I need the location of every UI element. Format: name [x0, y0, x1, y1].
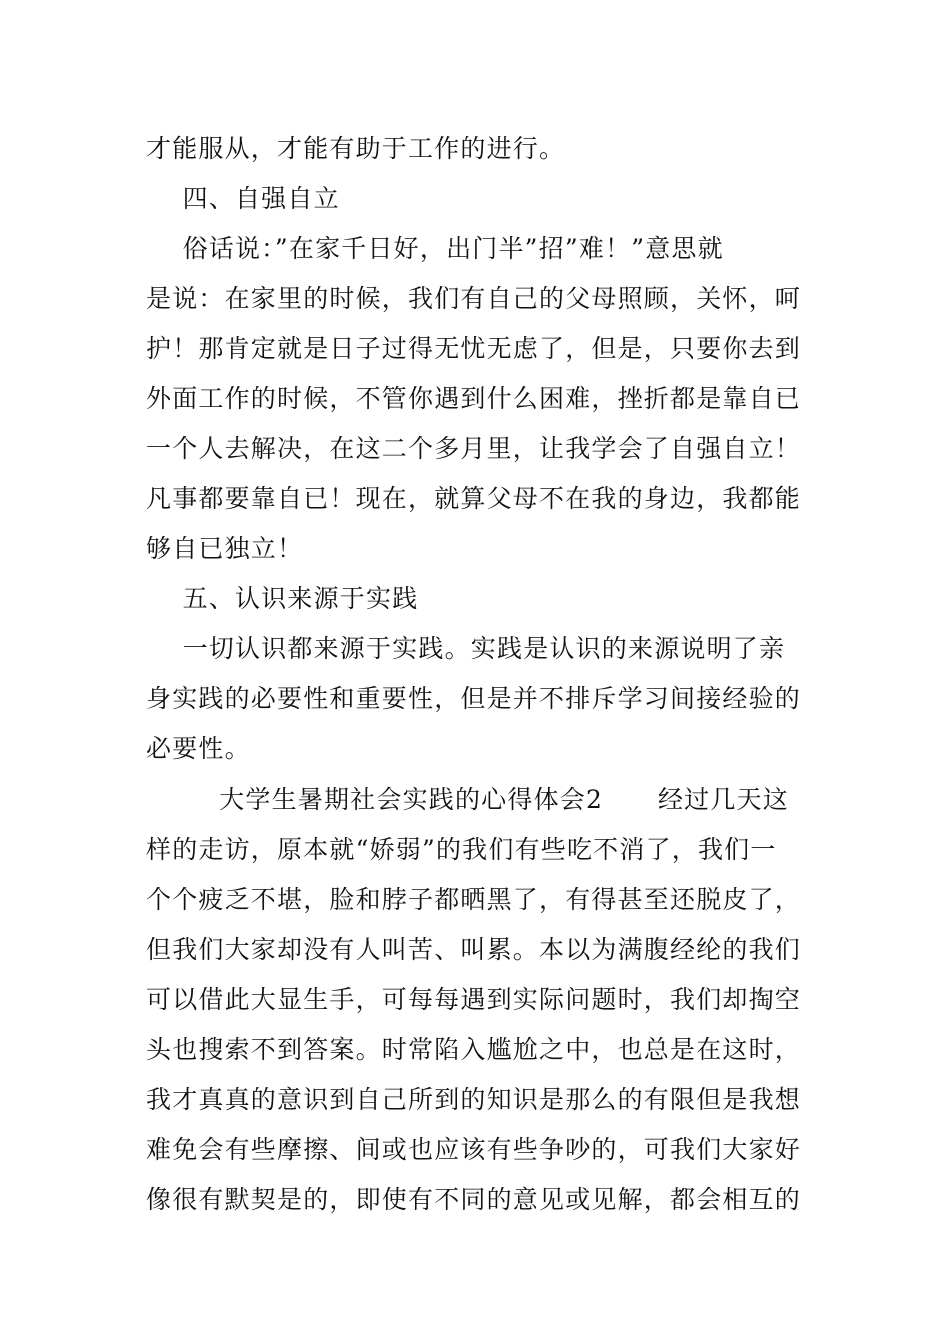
text-line: 但我们大家却没有人叫苦、叫累。本以为满腹经纶的我们: [146, 935, 802, 964]
text-line: 俗话说：”在家千日好，出门半”招”难！”意思就: [146, 234, 724, 263]
text-line: 像很有默契是的，即使有不同的意见或见解，都会相互的: [146, 1185, 802, 1214]
text-line: 凡事都要靠自已！现在，就算父母不在我的身边，我都能: [146, 484, 802, 513]
text-line: 必要性。: [146, 734, 251, 763]
article-title-line: 大学生暑期社会实践的心得体会2 经过几天这: [146, 785, 789, 814]
section-heading: 四、自强自立: [146, 184, 340, 213]
text-line: 我才真真的意识到自己所到的知识是那么的有限但是我想: [146, 1085, 802, 1114]
text-line: 是说：在家里的时候，我们有自己的父母照顾，关怀，呵: [146, 284, 802, 313]
text-line: 头也搜索不到答案。时常陷入尴尬之中，也总是在这时，: [146, 1035, 802, 1064]
text-line: 护！那肯定就是日子过得无忧无虑了，但是，只要你去到: [146, 334, 802, 363]
text-line: 可以借此大显生手，可每每遇到实际问题时，我们却掏空: [146, 985, 802, 1014]
text-line: 身实践的必要性和重要性，但是并不排斥学习间接经验的: [146, 684, 802, 713]
text-line: 才能服从，才能有助于工作的进行。: [146, 134, 566, 163]
text-line: 一个人去解决，在这二个多月里，让我学会了自强自立！: [146, 434, 802, 463]
text-line: 够自已独立！: [146, 534, 304, 563]
section-heading: 五、认识来源于实践: [146, 584, 419, 613]
text-line: 个个疲乏不堪，脸和脖子都晒黑了，有得甚至还脱皮了，: [146, 885, 802, 914]
text-line: 难免会有些摩擦、间或也应该有些争吵的，可我们大家好: [146, 1135, 802, 1164]
text-line: 一切认识都来源于实践。实践是认识的来源说明了亲: [146, 634, 786, 663]
text-line: 外面工作的时候，不管你遇到什么困难，挫折都是靠自已: [146, 384, 802, 413]
text-line: 样的走访，原本就“娇弱”的我们有些吃不消了，我们一: [146, 835, 777, 864]
